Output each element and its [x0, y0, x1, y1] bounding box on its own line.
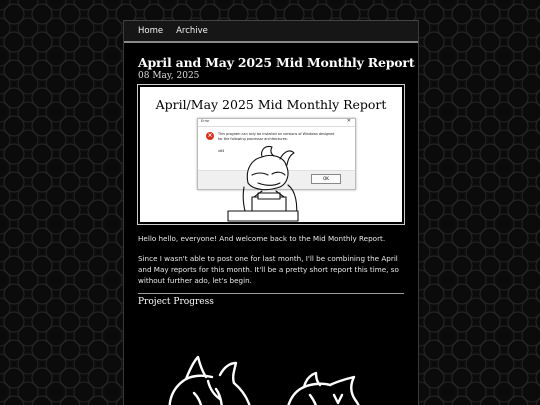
section-heading: Project Progress [138, 297, 214, 307]
hero-image [138, 85, 404, 224]
page-container [123, 20, 419, 405]
dialog-message: This program can only be installed on versions of Windows designed for the following processor architectures: [218, 132, 335, 141]
hero-image-title: April/May 2025 Mid Monthly Report [155, 97, 387, 112]
character-sketch [140, 87, 402, 222]
top-nav [124, 20, 418, 43]
dialog-ok-button: OK [311, 174, 341, 184]
dialog-title: Error [201, 119, 210, 123]
nav-archive-link[interactable]: Archive [176, 26, 208, 36]
post-paragraph-1: Hello hello, everyone! And welcome back to the Mid Monthly Report. [138, 234, 386, 243]
post-date: 08 May, 2025 [138, 71, 200, 81]
nav-home-link[interactable]: Home [138, 26, 164, 36]
section-divider [138, 293, 404, 294]
post-content [124, 55, 418, 307]
close-icon: ✕ [346, 118, 351, 124]
project-progress-sketch [124, 333, 418, 405]
post-paragraph-2: Since I wasn't able to post one for last month, I'll be combining the April and May reports for this month. It'll be a pretty short report this time, so without further ado, let's begin. [138, 254, 399, 285]
error-icon: × [207, 132, 213, 139]
dialog-arch-code: x64 [218, 149, 225, 153]
post-title: April and May 2025 Mid Monthly Report [138, 55, 415, 70]
